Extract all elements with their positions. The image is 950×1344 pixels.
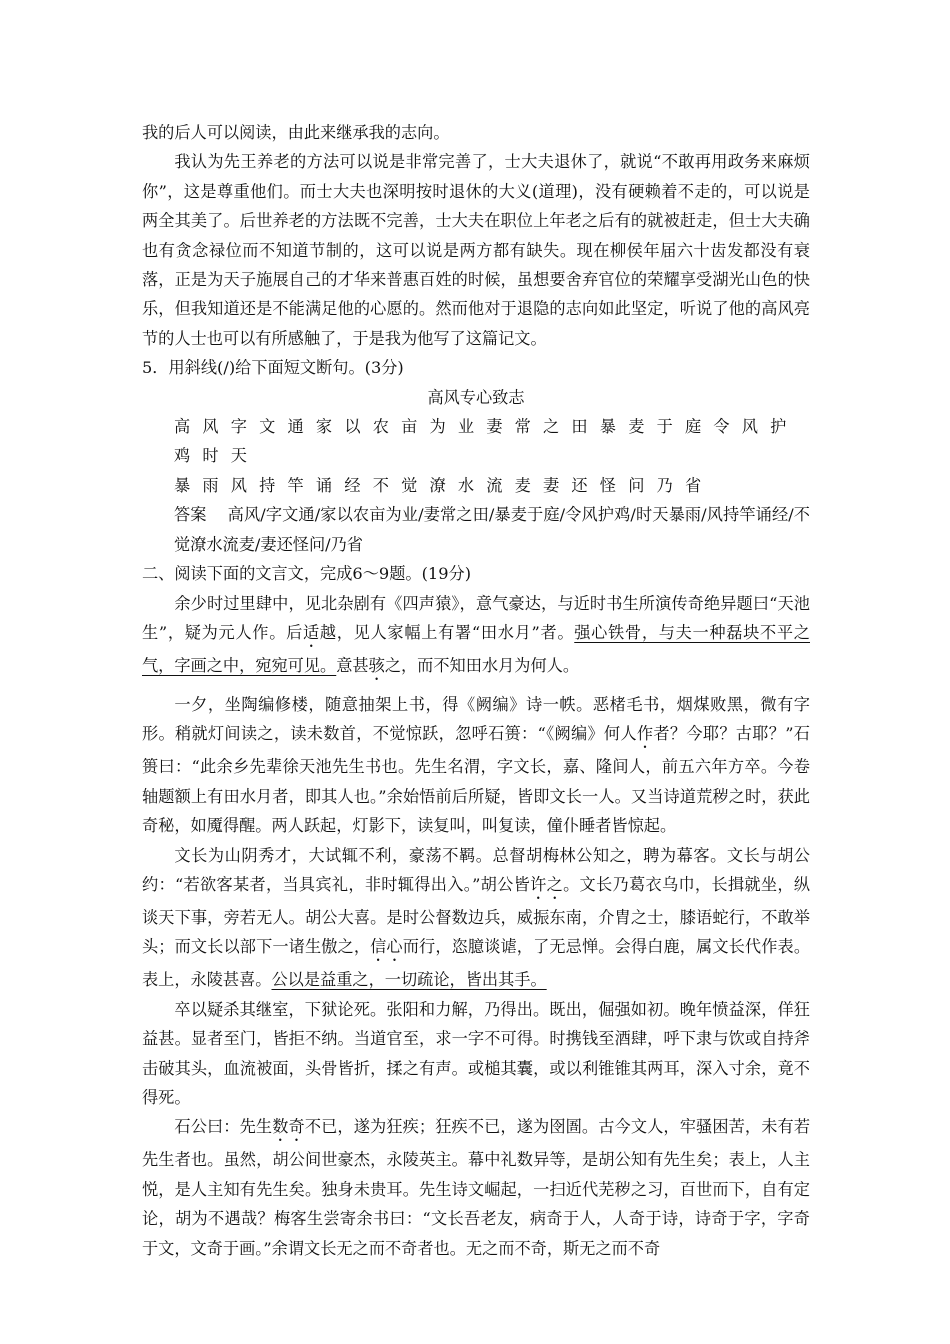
text-run: 越，见人家幅上有署“田水月”者。 <box>319 622 575 642</box>
translation-paragraph-1: 我认为先王养老的方法可以说是非常完善了，士大夫退休了，就说“不敢再用政务来麻烦你”，这是尊重他们。而士大夫也深明按时退休的大义(道理)，没有硬赖着不走的，可以说是两全其美了。后世养老的方法既不完善，士大夫在职位上年老之后有的就被赶走，但士大夫确也有贪念禄位而不知道节制的，这可以说是两方都有缺失。现在柳侯年届六十齿发都没有衰落，正是为天子施展自己的才华来普惠百姓的时候，虽想要舍弃官位的荣耀享受湖光山色的快乐，但我知道还是不能满足他的心愿的。然而他对于退隐的志向如此坚定，听说了他的高风亮节的人士也可以有所感触了，于是我为他写了这篇记文。 <box>142 152 810 348</box>
emphasized-word: 信心 <box>370 937 403 957</box>
text-run: 文长为山阴秀才，大试辄不利，豪荡不羁。总督胡梅林公知之，聘为幕客。文长与胡公约：“若欲客某者，当具宾礼，非时辄得出入。”胡公皆 <box>142 845 810 894</box>
answer-block <box>142 500 810 559</box>
text-run: 者？今耶？古耶？”石篑曰：“此余乡先辈徐天池先生书也。先生名渭，字文长，嘉、隆间人，前五六年方卒。今卷轴题额上有田水月者，即其人也。”余始悟前后所疑，皆即文长一人。又当诗道荒秽之时，获此奇秘，如魇得醒。两人跃起，灯影下，读复叫，叫复读，僮仆睡者皆惊起。 <box>142 724 810 836</box>
answer-text: 高风/字文通/家以农亩为业/妻常之田/暴麦于庭/令风护鸡/时天暴雨/风持竿诵经/不觉潦水流麦/妻还怪问/乃省 <box>174 505 810 554</box>
emphasized-word: 数奇 <box>272 1117 305 1137</box>
passage-paragraph-5 <box>142 1112 810 1263</box>
emphasized-word: 许之 <box>530 874 564 894</box>
text-run: 余少时过里肆中，见北杂剧有《四声猿》，意气豪达，与近时书生所演传奇绝异题曰“天池生”，疑为元人作。后 <box>142 593 810 642</box>
text-run: 意甚 <box>336 655 369 675</box>
text-run: 而行，恣臆谈谑，了无忌惮。会得白鹿，属文长代作表。表上，永陵甚喜。 <box>142 937 811 990</box>
translation-paragraph-0: 我的后人可以阅读，由此来继承我的志向。 <box>142 123 450 142</box>
emphasized-word: 骇 <box>368 655 385 675</box>
answer-label: 答案 <box>174 505 207 525</box>
text-run: 不已，遂为狂疾；狂疾不已，遂为囹圄。古今文人，牢骚困苦，未有若先生者也。虽然，胡公间世豪杰，永陵英主。幕中礼数异等，是胡公知有先生矣；表上，人主悦，是人主知有先生矣。独身未贵耳。先生诗文崛起，一扫近代芜秽之习，百世而下，自有定论，胡为不遇哉？梅客生尝寄余书曰：“文长吾老友，病奇于人，人奇于诗，诗奇于字，字奇于文，文奇于画。”余谓文长无之而不奇者也。无之而不奇，斯无之而不奇 <box>142 1117 811 1258</box>
passage-line-2: 暴雨风持竿诵经不觉潦水流麦妻还怪问乃省 <box>174 475 714 495</box>
question-5-prompt: 5．用斜线(/)给下面短文断句。(3分) <box>142 358 404 378</box>
underlined-sentence: 公以是益重之，一切疏论，皆出其手。 <box>271 970 547 990</box>
passage-paragraph-1 <box>142 589 810 684</box>
text-run: 之，而不知田水月为何人。 <box>384 655 580 675</box>
passage-title: 高风专心致志 <box>427 387 525 407</box>
section-2-heading: 二、阅读下面的文言文，完成6～9题。(19分) <box>142 564 472 584</box>
passage-line-1: 高风字文通家以农亩为业妻常之田暴麦于庭令风护鸡时天 <box>174 417 799 466</box>
underlined-sentence: 强心铁骨，与夫一种磊块不平之气，字画之中，宛宛可见。 <box>142 622 810 675</box>
text-run: 一夕，坐陶编修楼，随意抽架上书，得《阙编》诗一帙。恶楮毛书，烟煤败黑，微有字形。稍就灯间读之，读未数首，不觉惊跃，忽呼石篑：“《阙编》何人 <box>142 694 810 744</box>
emphasized-word: 作 <box>636 724 654 744</box>
emphasized-word: 适 <box>302 622 320 642</box>
text-run: 。文长乃葛衣乌巾，长揖就坐，纵谈天下事，旁若无人。胡公大喜。是时公督数边兵，威振东南，介胄之士，膝语蛇行，不敢举头；而文长以部下一诸生傲之， <box>142 874 811 957</box>
passage-paragraph-3 <box>142 841 810 995</box>
passage-paragraph-4: 卒以疑杀其继室，下狱论死。张阳和力解，乃得出。既出，倔强如初。晚年愤益深，佯狂益甚。显者至门，皆拒不纳。当道官至，求一字不可得。时携钱至酒肆，呼下隶与饮或自持斧击破其头，血流被面，头骨皆折，揉之有声。或槌其囊，或以利锥锥其两耳，深入寸余，竟不得死。 <box>142 999 810 1107</box>
text-run: 石公曰：先生 <box>174 1117 273 1137</box>
document-page <box>142 118 810 1263</box>
passage-paragraph-2 <box>142 690 810 841</box>
